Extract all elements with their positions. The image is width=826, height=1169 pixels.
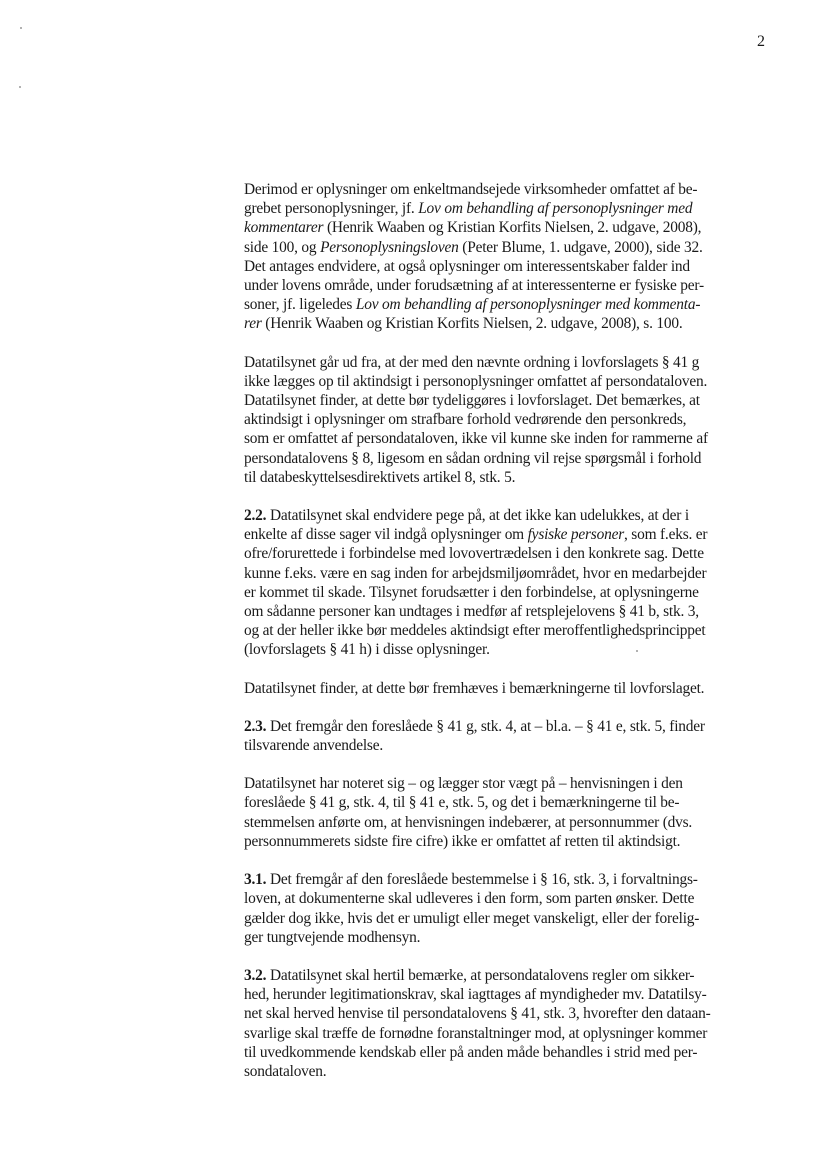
cited-title: Lov om behandling af personoplysninger med bbox=[418, 200, 693, 218]
text-run: soner, jf. ligeledes bbox=[244, 296, 356, 314]
cited-title: fysiske personer bbox=[527, 526, 624, 544]
text-run: , som f.eks. er bbox=[624, 526, 708, 544]
text-run: ofre/forurettede i forbindelse med lovovertrædelsen i den konkrete sag. Dette bbox=[244, 545, 704, 563]
body-paragraph bbox=[244, 774, 769, 851]
text-run: loven, at dokumenterne skal udleveres i den form, som parten ønsker. Dette bbox=[244, 890, 695, 908]
scan-speck bbox=[20, 27, 22, 29]
body-paragraph bbox=[244, 180, 769, 334]
document-body bbox=[244, 180, 769, 1100]
text-run: side 100, og bbox=[244, 238, 321, 256]
text-run: svarlige skal træffe de fornødne foranstaltninger mod, at oplysninger kommer bbox=[244, 1024, 708, 1042]
text-run: aktindsigt i oplysninger om strafbare forhold vedrørende den personkreds, bbox=[244, 411, 687, 429]
text-run: under lovens område, under forudsætning af at interessenterne er fysiske per- bbox=[244, 277, 704, 295]
text-run: (lovforslagets § 41 h) i disse oplysninger. bbox=[244, 641, 490, 659]
text-run: stemmelsen anførte om, at henvisningen indebærer, at personnummer (dvs. bbox=[244, 813, 693, 831]
text-run: Det fremgår af den foreslåede bestemmelse i § 16, stk. 3, i forvaltnings- bbox=[266, 871, 698, 889]
cited-title: Lov om behandling af personoplysninger med kommenta- bbox=[355, 296, 701, 314]
text-run: foreslåede § 41 g, stk. 4, til § 41 e, stk. 5, og det i bemærkningerne til be- bbox=[244, 794, 680, 812]
body-paragraph bbox=[244, 870, 769, 947]
text-run: Datatilsynet skal endvidere pege på, at det ikke kan udelukkes, at der i bbox=[266, 507, 689, 525]
text-run: grebet personoplysninger, jf. bbox=[244, 200, 419, 218]
text-run: (Henrik Waaben og Kristian Korfits Nielsen, 2. udgave, 2008), s. 100. bbox=[261, 315, 683, 333]
section-number: 3.2. bbox=[244, 966, 267, 984]
body-paragraph bbox=[244, 506, 769, 660]
text-run: til databeskyttelsesdirektivets artikel 8, stk. 5. bbox=[244, 468, 516, 486]
text-run: ger tungtvejende modhensyn. bbox=[244, 928, 421, 946]
text-run: Datatilsynet finder, at dette bør tydeliggøres i lovforslaget. Det bemærkes, at bbox=[244, 392, 700, 410]
text-run: hed, herunder legitimationskrav, skal iagttages af myndigheder mv. Datatilsy- bbox=[244, 986, 707, 1004]
cited-title: Personoplysningsloven bbox=[320, 238, 459, 256]
text-run: til uvedkommende kendskab eller på anden måde behandles i strid med per- bbox=[244, 1043, 698, 1061]
text-run: er kommet til skade. Tilsynet forudsætter i den forbindelse, at oplysningerne bbox=[244, 583, 699, 601]
body-paragraph bbox=[244, 353, 769, 487]
text-run: om sådanne personer kan undtages i medfør af retsplejelovens § 41 b, stk. 3, bbox=[244, 603, 699, 621]
text-run: persondatalovens § 8, ligesom en sådan ordning vil rejse spørgsmål i forhold bbox=[244, 449, 702, 467]
page-number: 2 bbox=[757, 33, 765, 50]
text-run: ikke lægges op til aktindsigt i personoplysninger omfattet af persondataloven. bbox=[244, 372, 708, 390]
body-paragraph bbox=[244, 717, 769, 755]
scan-speck bbox=[19, 86, 21, 88]
text-run: personnummerets sidste fire cifre) ikke er omfattet af retten til aktindsigt. bbox=[244, 832, 681, 850]
text-run: Det fremgår den foreslåede § 41 g, stk. 4, at – bl.a. – § 41 e, stk. 5, finder bbox=[266, 717, 705, 735]
text-run: kunne f.eks. være en sag inden for arbejdsmiljøområdet, hvor en medarbejder bbox=[244, 564, 707, 582]
cited-title: rer bbox=[244, 315, 262, 333]
text-run: Datatilsynet skal hertil bemærke, at persondatalovens regler om sikker- bbox=[266, 966, 695, 984]
text-run: enkelte af disse sager vil indgå oplysninger om bbox=[244, 526, 528, 544]
text-run: (Henrik Waaben og Kristian Korfits Nielsen, 2. udgave, 2008), bbox=[323, 219, 702, 237]
text-run: tilsvarende anvendelse. bbox=[244, 737, 383, 755]
text-run: Datatilsynet finder, at dette bør fremhæves i bemærkningerne til lovforslaget. bbox=[244, 679, 705, 697]
text-run: Datatilsynet går ud fra, at der med den nævnte ordning i lovforslagets § 41 g bbox=[244, 353, 700, 371]
text-run: net skal herved henvise til persondatalovens § 41, stk. 3, hvorefter den dataan- bbox=[244, 1005, 711, 1023]
text-run: Derimod er oplysninger om enkeltmandsejede virksomheder omfattet af be- bbox=[244, 181, 698, 198]
text-run: som er omfattet af persondataloven, ikke vil kunne ske inden for rammerne af bbox=[244, 430, 708, 448]
text-run: gælder dog ikke, hvis det er umuligt eller meget vanskeligt, eller der forelig- bbox=[244, 909, 700, 927]
text-run: og at der heller ikke bør meddeles aktindsigt efter meroffentlighedsprincippet bbox=[244, 622, 706, 640]
body-paragraph bbox=[244, 679, 769, 698]
section-number: 3.1. bbox=[244, 871, 267, 889]
body-paragraph bbox=[244, 966, 769, 1081]
section-number: 2.2. bbox=[244, 507, 267, 525]
text-run: (Peter Blume, 1. udgave, 2000), side 32. bbox=[458, 238, 703, 256]
cited-title: kommentarer bbox=[244, 219, 324, 237]
section-number: 2.3. bbox=[244, 717, 267, 735]
text-run: sondataloven. bbox=[244, 1062, 327, 1080]
text-run: Datatilsynet har noteret sig – og lægger stor vægt på – henvisningen i den bbox=[244, 775, 683, 793]
text-run: Det antages endvidere, at også oplysninger om interessentskaber falder ind bbox=[244, 257, 690, 275]
